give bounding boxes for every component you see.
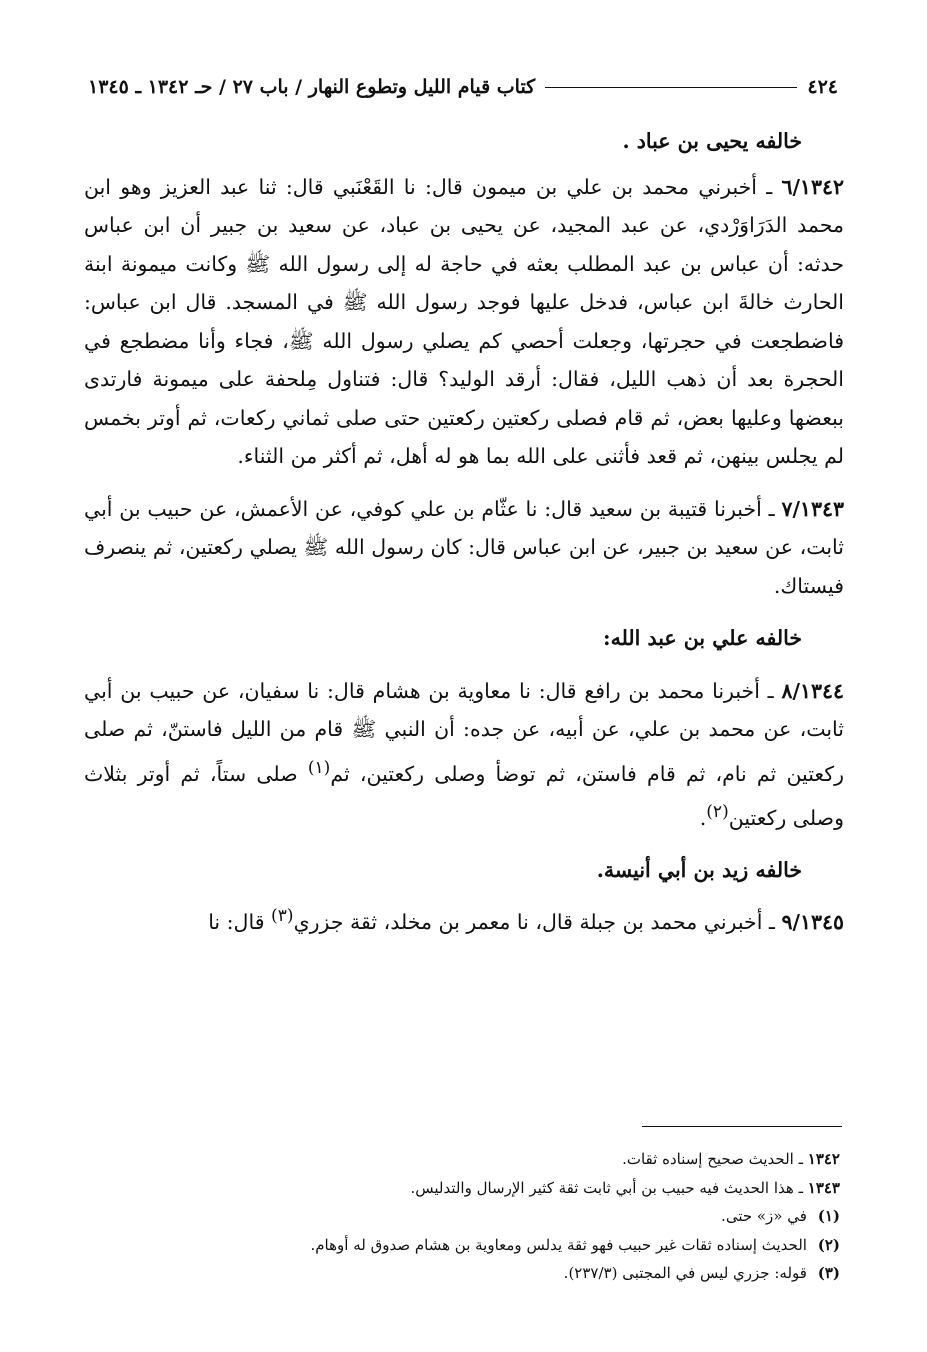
hadith-text-1345-end: قال: نا (208, 909, 265, 934)
footnote-text-1: في «ز» حتى. (721, 1207, 807, 1225)
header-rule (545, 87, 797, 88)
footnote-text-1343: ـ هذا الحديث فيه حبيب بن أبي ثابت ثقة كثير الإرسال والتدليس. (410, 1178, 803, 1197)
footnote-marker-2: (٢) (817, 1235, 840, 1254)
hadith-1343 (84, 490, 844, 606)
hadith-text-1342: ـ أخبرني محمد بن علي بن ميمون قال: نا القَعْنَبي قال: ثنا عبد العزيز وهو ابن محمد الدَرَاوَرْدي، عن عبد المجيد، عن يحيى بن عباد، عن سعيد بن جبير أن ابن عباس حدثه: أن عباس بن عبد المطلب بعثه في حاجة له إلى رسول الله ﷺ وكانت ميمونة ابنة الحارث خالةَ ابن عباس، فدخل عليها فوجد رسول الله ﷺ في المسجد. قال ابن عباس: فاضطجعت في حجرتها، وجعلت أحصي كم يصلي رسول الله ﷺ، فجاء وأنا مضطجع في الحجرة بعد أن ذهب الليل، فقال: أرقد الوليد؟ قال: فتناول مِلحفة على ميمونة فارتدى ببعضها وعليها بعض، ثم قام فصلى ركعتين ركعتين حتى صلى ثماني ركعات، ثم أوتر بخمس لم يجلس بينهن، ثم قعد فأثنى على الله بما هو له أهل، ثم أكثر من الثناء. (84, 174, 844, 468)
hadith-1342 (84, 168, 844, 476)
hadith-number-1343: ٧/١٣٤٣ (781, 496, 844, 521)
footnote-ref-2: (٢) (706, 801, 729, 822)
footnote-text-1342: ـ الحديث صحيح إسناده ثقات. (622, 1150, 803, 1168)
footnote-2 (84, 1231, 840, 1260)
hadith-text-1344-end: . (699, 805, 707, 830)
hadith-number-1344: ٨/١٣٤٤ (781, 678, 844, 703)
hadith-1344 (84, 672, 844, 838)
running-title: كتاب قيام الليل وتطوع النهار / باب ٢٧ / حـ ١٣٤٢ ـ ١٣٤٥ (88, 76, 536, 98)
hadith-text-1345: ـ أخبرني محمد بن جبلة قال، نا معمر بن مخلد، ثقة جزري (293, 909, 775, 934)
hadith-text-1344: ـ أخبرنا محمد بن رافع قال: نا معاوية بن هشام قال: نا سفيان، عن حبيب بن أبي ثابت، عن محمد بن علي، عن أبيه، عن جده: أن النبي ﷺ قام من الليل فاستنّ، ثم صلى ركعتين ثم نام، ثم قام فاستن، ثم توضأ وصلى ركعتين، ثم (84, 678, 844, 786)
footnote-separator (642, 1126, 842, 1127)
narration-note-1: خالفه يحيى بن عباد . (622, 129, 802, 153)
narration-note-3: خالفه زيد بن أبي أنيسة. (596, 858, 802, 883)
hadith-number-1342: ٦/١٣٤٢ (781, 174, 844, 199)
footnote-1343 (84, 1174, 840, 1203)
footnote-text-3: قوله: جزري ليس في المجتبى (٢٣٧/٣). (563, 1264, 807, 1282)
hadith-text-1343: ـ أخبرنا قتيبة بن سعيد قال: نا عثّام بن علي كوفي، عن الأعمش، عن حبيب بن أبي ثابت، عن سعيد بن جبير، عن ابن عباس قال: كان رسول الله ﷺ يصلي ركعتين، ثم ينصرف فيستاك. (84, 496, 844, 598)
main-text (84, 122, 844, 948)
narration-note-2: خالفه علي بن عبد الله: (603, 626, 802, 650)
footnote-marker-3: (٣) (817, 1264, 840, 1282)
footnote-text-2: الحديث إسناده ثقات غير حبيب فهو ثقة يدلس ومعاوية بن هشام صدوق له أوهام. (310, 1235, 807, 1254)
footnote-marker-1: (١) (817, 1207, 840, 1225)
footnote-number-1342: ١٣٤٢ (807, 1150, 840, 1168)
footnote-number-1343: ١٣٤٣ (807, 1178, 840, 1197)
footnote-1342 (84, 1145, 840, 1174)
hadith-number-1345: ٩/١٣٤٥ (781, 909, 844, 934)
page-number: ٤٢٤ (807, 76, 838, 98)
footnote-ref-3: (٣) (271, 905, 294, 926)
hadith-text-1344-continued: صلى ستاً، ثم أوتر بثلاث وصلى ركعتين (84, 761, 844, 830)
footnotes (84, 1145, 840, 1288)
footnote-3 (84, 1259, 840, 1288)
running-header (88, 70, 838, 104)
footnote-ref-1: (١) (307, 757, 331, 778)
footnote-1 (84, 1202, 840, 1231)
hadith-1345 (84, 897, 844, 941)
